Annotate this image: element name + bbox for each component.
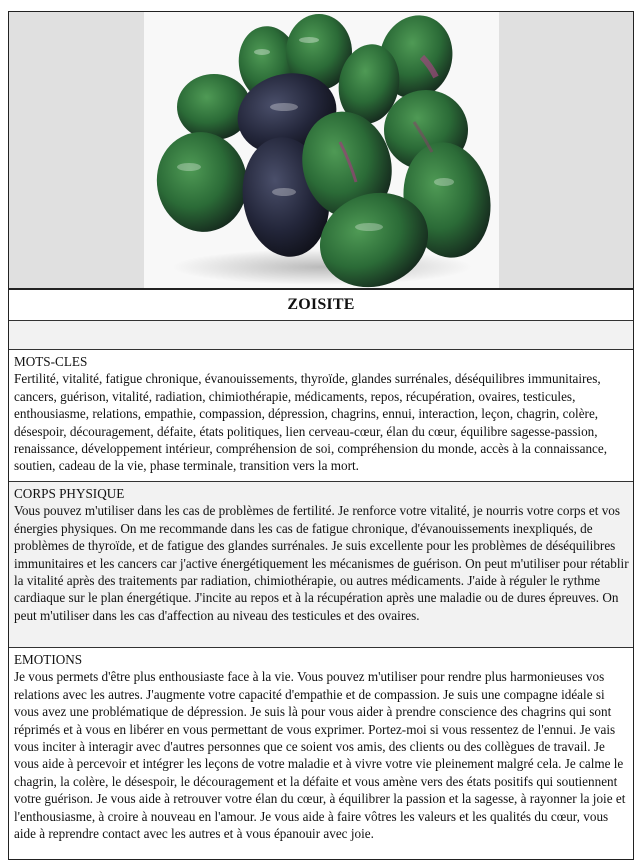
section-body: Je vous permets d'être plus enthousiaste face à la vie. Vous pouvez m'utiliser pour rendre plus harmonieuses vos relations avec les autres. J'augmente votre capacité d'empathie et de compassion. Je suis une compagne idéale si vous avez une problématique de dépression. Je suis là pour vous aider à prendre conscience des chagrins qui sont réprimés et à vous en libérer en vous permettant de vous exprimer. Portez-moi si vous ressentez de l'ennui. Je vais vous inciter à interagir avec d'autres personnes que ce soient vos amis, des clients ou des collègues de travail. Je vous aide à percevoir et intégrer les leçons de votre maladie et à vivre votre vie pleinement malgré cela. Je calme le chagrin, la colère, le désespoir, le découragement et la défaite et vous amène vers des états positifs qui soutiennent votre guérison. Je vous aide à retrouver votre élan du cœur, à équilibrer la passion et la sagesse, à rayonner la joie et l'enthousiasme, à croire à nouveau en l'amour. Je vous aide à faire vôtres les valeurs et les qualités du cœur, vous aide à reprendre contact avec les autres et à vous épanouir avec joie. <box>14 669 626 842</box>
stone-title: ZOISITE <box>287 296 355 313</box>
title-row <box>9 290 633 321</box>
zoisite-stones-image <box>144 12 499 288</box>
empty-row <box>9 321 633 350</box>
stone-info-table <box>8 11 634 860</box>
stones-photo <box>144 12 499 288</box>
section-body: Vous pouvez m'utiliser dans les cas de problèmes de fertilité. Je renforce votre vitalité, je nourris votre corps et vos énergies physiques. On me recommande dans les cas de fatigue chronique, d'évanouissements inexpliqués, de problèmes de thyroïde, et de fatigue des glandes surrénales. Je suis excellente pour les problèmes de déséquilibres immunitaires et les cancers car j'active énergétiquement les mécanismes de guérison. On peut m'utiliser pour rétablir la vitalité après des traitements par radiation, chimiothérapie, ou autres médicaments. J'aide à réguler le rythme cardiaque sur le plan énergétique. J'incite au repos et à la récupération après une maladie ou de dures épreuves. On peut m'utiliser dans les cas d'affection au niveau des testicules et des ovaires. <box>14 503 629 623</box>
image-row <box>9 12 633 290</box>
section-heading: EMOTIONS <box>14 652 83 667</box>
section-physical-body <box>9 482 633 648</box>
section-emotions <box>9 648 633 859</box>
section-body: Fertilité, vitalité, fatigue chronique, évanouissements, thyroïde, glandes surrénales, déséquilibres immunitaires, cancers, guérison, vitalité, radiation, chimiothérapie, médicaments, repos, récupération, ovaires, testicules, enthousiasme, relations, empathie, compassion, dépression, chagrins, ennui, interaction, leçon, chagrin, colère, désespoir, découragement, défaite, états politiques, lien cerveau-cœur, élan du cœur, équilibre sagesse-passion, renaissance, développement intérieur, compréhension de soi, compréhension du monde, accès à la connaissance, soutien, cadeau de la vie, phase terminale, transition vers la mort. <box>14 371 608 474</box>
section-heading: MOTS-CLES <box>14 354 88 369</box>
section-keywords <box>9 350 633 482</box>
section-heading: CORPS PHYSIQUE <box>14 486 125 501</box>
